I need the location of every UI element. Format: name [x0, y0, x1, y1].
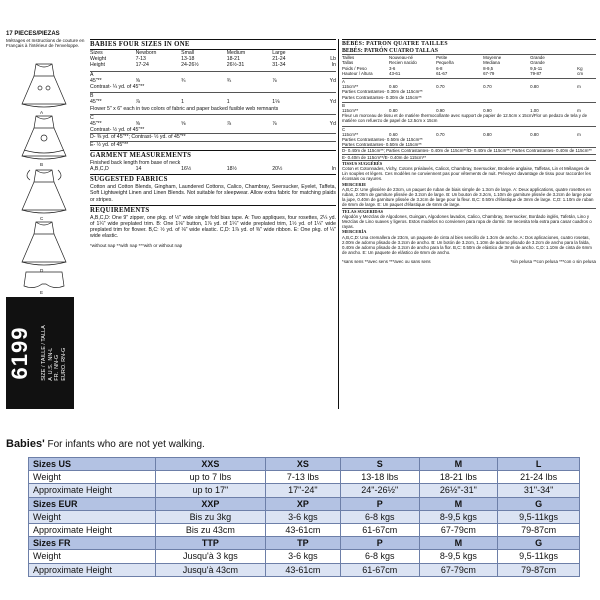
- fr-view-b-note: Fleur un morceau de tissu et de matière thermocollante avec support de papier de 12.5cm x 15cm/Flor un pedazo de tela y de matière con refuerzo de papel de 12.5cm x 15cm: [342, 113, 588, 124]
- fr-view-c-contrast: Parties Contrastantes- 0.50m de 115cm**: [342, 137, 423, 143]
- garment-views: A,B,C,D: [90, 166, 109, 173]
- yardage: ⅝: [181, 121, 186, 128]
- size-chart-header-row: [29, 458, 580, 471]
- weight-value: 13-18: [181, 56, 195, 63]
- fr-metrage: 0.80: [389, 108, 398, 114]
- size-chart-cell: 8-9,5 kgs: [419, 550, 498, 563]
- garment-note: Finished back length from base of neck: [90, 159, 181, 166]
- fr-header-cell: 8-9,5: [483, 65, 494, 71]
- fr-header-cell: Tallas: [342, 60, 354, 66]
- es-view-c-contrast: Partes Contrastantes- 0.50m de 115cm**: [342, 142, 422, 148]
- size-chart-row-label: Sizes EUR: [29, 497, 156, 510]
- view-label-e: E: [40, 290, 44, 295]
- yardage: 1: [181, 99, 185, 106]
- yardage: ¾: [226, 77, 232, 84]
- weight-value: 7-13: [135, 56, 146, 63]
- fr-view-e-row: E- 0.40m de 115cm**/E- 0.40m de 115cm**: [342, 154, 596, 160]
- height-value: 17-24: [135, 62, 149, 69]
- pattern-number-block: [6, 297, 34, 409]
- size-chart-cell: up to 7 lbs: [156, 471, 266, 484]
- size-chart-cell: M: [419, 458, 498, 471]
- size-chart-cell: 61-67cm: [340, 563, 419, 576]
- fr-header-cell: 3-6: [389, 65, 396, 71]
- weight-unit: Lb: [330, 56, 337, 63]
- size-chart-cell: XP: [265, 497, 340, 510]
- fr-metrage: 0.90: [483, 108, 492, 114]
- size-chart-cell: up to 17": [156, 484, 266, 497]
- spanish-title: BEBÉS: PATRÓN CUATRO TALLAS: [342, 47, 438, 54]
- fr-header-cell: Kg: [577, 65, 583, 71]
- fr-metrage: 0.70: [483, 84, 492, 90]
- garment-length: 20½: [272, 166, 283, 173]
- fr-metrage: 0.70: [436, 84, 445, 90]
- fr-metrage: 0.60: [389, 131, 398, 137]
- yardage: 1: [226, 99, 230, 106]
- size-chart-row-label: Sizes FR: [29, 537, 156, 550]
- size-chart-cell: 79-87cm: [498, 523, 580, 536]
- size-chart-cell: Jusqu'à 3 kgs: [156, 550, 266, 563]
- french-title: BÉBÉS: PATRON QUATRE TAILLES: [342, 39, 596, 48]
- size-chart-cell: 61-67cm: [340, 523, 419, 536]
- fr-metrage: 0.90: [436, 108, 445, 114]
- size-medium: Medium: [226, 50, 246, 56]
- fr-header-cell: 61-67: [436, 70, 448, 76]
- fr-metrage: 0.80: [530, 84, 539, 90]
- garment-title: GARMENT MEASUREMENTS: [90, 150, 336, 160]
- size-chart-cell: Bis zu 3kg: [156, 510, 266, 523]
- size-chart-cell: XS: [265, 458, 340, 471]
- yardage: ⅝: [135, 77, 140, 84]
- fr-header-cell: Tailles: [342, 55, 355, 61]
- fabrics-title: SUGGESTED FABRICS: [90, 174, 336, 184]
- height-value: 24-26½: [181, 62, 199, 69]
- size-chart-cell: 43-61cm: [265, 563, 340, 576]
- requirements-title: REQUIREMENTS: [90, 205, 336, 215]
- fr-header-cell: Mediana: [483, 60, 500, 66]
- size-chart-cell: 26½"-31": [419, 484, 498, 497]
- size-chart-row-label: Weight: [29, 471, 156, 484]
- fr-header-cell: Moyenne: [483, 55, 502, 61]
- size-chart-header-row: [29, 537, 580, 550]
- size-chart-cell: 9,5-11kgs: [498, 510, 580, 523]
- fr-header-cell: 9,5-11: [530, 65, 543, 71]
- view-c-drawing: [22, 170, 66, 213]
- yardage-unit: Yd: [329, 99, 337, 106]
- fr-footnote: *sans sens **avec sens ***avec ou sans sens: [342, 258, 431, 264]
- height-value: 26½-31: [226, 62, 245, 69]
- size-chart-row-label: Approximate Height: [29, 563, 156, 576]
- fr-view-a-label: A: [342, 78, 596, 84]
- fr-header-cell: Hauteur / Altura: [342, 70, 373, 76]
- size-chart-cell: 79-87cm: [498, 563, 580, 576]
- fr-metrage: 115cm**: [342, 108, 359, 114]
- view-label-b: B: [40, 162, 44, 167]
- size-chart-cell: TTP: [156, 537, 266, 550]
- size-chart-title: [6, 438, 205, 450]
- size-chart-row-label: Weight: [29, 550, 156, 563]
- size-chart-cell: 31"-34": [498, 484, 580, 497]
- size-chart-cell: 13-18 lbs: [340, 471, 419, 484]
- fr-fabrics-text: Coton et Cotonnades, Vichy, Cotons préalavés, Calicot, Chambray, Seersucker, Broderie anglaise, Taffetas, Lin et Mélanges de Lin souples et légers. Ces modèles ne conviennent pas pour vêtements de nuit. Prévoyez davantage de tissu pour raccorder les écossais ou rayures.: [342, 166, 591, 182]
- size-chart-cell: G: [498, 537, 580, 550]
- fr-metrage-unit: m: [577, 84, 581, 90]
- pieces-count: 17 PIECES/PIEZAS: [6, 31, 60, 37]
- yardage: ⅞: [135, 99, 140, 106]
- garment-unit: In: [331, 166, 337, 173]
- view-b-label: B: [90, 92, 336, 99]
- size-newborn: Newborn: [135, 50, 157, 56]
- size-chart-cell: 67-79cm: [419, 563, 498, 576]
- view-label-a: A: [40, 110, 44, 115]
- size-chart-cell: 17"-24": [265, 484, 340, 497]
- requirements-text: A,B,C,D: One 9" zipper, one pkg. of ½" wide single fold bias tape. A: Two appliques, four rosettes, 2¼ yd. of 1¼" wide preplated trim. B: One 1⅛" button, 1⅞ yd. of 1¼" wide preplated trim, 1½ yd. of 1¼" wide preplated trim for flower. B,C: ½ yd. of ⅛" wide elastic. C,D: 1⅞ yd. of ⅜" wide ribbon. E: One pkg. of ¼" wide elastic.: [90, 214, 336, 240]
- view-d-drawing: [22, 222, 66, 265]
- yardage: 1⅛: [272, 99, 280, 106]
- size-chart-cell: S: [340, 458, 419, 471]
- height-unit: In: [331, 62, 337, 69]
- size-chart-cell: XXS: [156, 458, 266, 471]
- size-chart-cell: M: [419, 537, 498, 550]
- fr-header-cell: cm: [577, 70, 584, 76]
- size-chart-row: [29, 471, 580, 484]
- view-b-note: Flower 5" x 6" each in two colors of fabric and paper backed fusible web remnants: [90, 105, 279, 112]
- view-b-drawing: [22, 116, 66, 159]
- view-d-row: D- ⅜ yd. of 45"**; Contrast- ½ yd. of 45"**: [90, 133, 336, 140]
- sizes-label: Sizes: [90, 50, 103, 56]
- size-code-block: [34, 297, 74, 409]
- size-chart-cell: 18-21 lbs: [419, 471, 498, 484]
- fr-view-c-label: C: [342, 126, 596, 132]
- weight-value: 21-24: [272, 56, 286, 63]
- fr-header-cell: 67-79: [483, 70, 495, 76]
- yardage-unit: Yd: [329, 77, 337, 84]
- size-chart-cell: 9,5-11kgs: [498, 550, 580, 563]
- size-chart-cell: P: [340, 537, 419, 550]
- garment-length: 14: [135, 166, 142, 173]
- size-chart-cell: 3-6 kgs: [265, 550, 340, 563]
- english-title: BABIES FOUR SIZES IN ONE: [90, 39, 336, 49]
- fr-metrage: 1.00: [530, 108, 539, 114]
- size-large: Large: [272, 50, 286, 56]
- size-small: Small: [181, 50, 195, 56]
- fr-metrage: 0.80: [530, 131, 539, 137]
- size-chart-cell: 6-8 kgs: [340, 550, 419, 563]
- size-chart-cell: 43-61cm: [265, 523, 340, 536]
- fr-view-d-row: D- 0.40m de 115cm**; Parties Contrastantes- 0.40m de 115cm**/D- 0.40m de 115cm**; Partes Contrastantes- 0.40m de 115cm**: [342, 147, 596, 153]
- fr-metrage-unit: m: [577, 108, 581, 114]
- size-chart-cell: XXP: [156, 497, 266, 510]
- fr-metrage: 115cm**: [342, 131, 359, 137]
- garment-length: 18½: [226, 166, 237, 173]
- size-chart-cell: 67-79cm: [419, 523, 498, 536]
- fr-header-cell: 6-8: [436, 65, 443, 71]
- view-e-drawing: [24, 272, 64, 288]
- size-chart-cell: 3-6 kgs: [265, 510, 340, 523]
- size-chart-cell: 21-24 lbs: [498, 471, 580, 484]
- view-label-d: D: [40, 268, 44, 273]
- fr-header-cell: Poids / Peso: [342, 65, 367, 71]
- size-chart-row-label: Weight: [29, 510, 156, 523]
- yardage: ⅞: [272, 121, 277, 128]
- view-c-label: C: [90, 114, 336, 121]
- fabric-width: 45"**: [90, 77, 102, 84]
- view-a-contrast: Contrast- ¼ yd. of 45"**: [90, 84, 145, 91]
- yardage: ⅞: [272, 77, 277, 84]
- es-view-a-contrast: Partes Contrastantes- 0.30m de 115cm**: [342, 94, 422, 100]
- view-a-label: A: [90, 71, 336, 78]
- size-chart-table: [28, 457, 580, 577]
- view-e-row: E- ½ yd. of 45"**: [90, 141, 336, 148]
- size-chart-cell: P: [340, 497, 419, 510]
- size-chart-cell: 6-8 kgs: [340, 510, 419, 523]
- size-chart-cell: Jusqu'à 43cm: [156, 563, 266, 576]
- fr-header-cell: Pequeña: [436, 60, 454, 66]
- size-chart-cell: M: [419, 497, 498, 510]
- fr-metrage: 0.80: [483, 131, 492, 137]
- fr-fabrics-title: TISSUS SUGGÉRÉS: [342, 160, 596, 166]
- size-chart-row-label: Approximate Height: [29, 484, 156, 497]
- size-chart-cell: 8-9,5 kgs: [419, 510, 498, 523]
- fr-header-cell: Grande: [530, 60, 545, 66]
- es-fabrics-title: TELAS SUGERIDAS: [342, 208, 596, 214]
- view-a-drawing: [22, 64, 66, 107]
- es-notions-title: MERCERÍA: [342, 229, 367, 235]
- size-chart-row: [29, 523, 580, 536]
- view-c-contrast: Contrast- ½ yd. of 45"**: [90, 127, 145, 134]
- es-notions-text: A,B,C,D: Una cremallera de 23cm, un paquete de cinta al bies sencillo de 1.3cm de ancho. A: Dos aplicaciones, cuatro rosetas, 2.00m de adorno plisado de 3.2cm de ancho. B: Un botón de 3.2cm, 1.10m de adorno plisado de 3.2cm de ancho para la falda, 0.40m de adorno plisado de 3.2cm de ancho para la flor. B,C: 0.50m de elástico de 3mm de ancho. C,D: 1.10m de cinta de 6mm de ancho. E: Un paquete de elástico de 6mm de ancho.: [342, 234, 592, 256]
- english-panel: [90, 39, 336, 248]
- fr-view-a-contrast: Parties Contrastantes- 0.30m de 115cm**: [342, 89, 423, 95]
- es-fabrics-text: Algodón y Mezclas de Algodones, Guingan, Algodones lavados, Calico, Chambray, Seersucker, Bordado inglés, Tafetán, Lino y Mezclas de Lino suaves y ligeros. Estos modelos no convienen para ropa de dormir. Se necesita tela extra para casar cuadros o rayas.: [342, 213, 592, 230]
- fr-header-cell: 79-87: [530, 70, 542, 76]
- height-label: Height: [90, 62, 105, 69]
- size-chart-cell: L: [498, 458, 580, 471]
- size-chart-title-bold: Babies': [6, 438, 45, 450]
- fr-header-cell: 43-61: [389, 70, 401, 76]
- size-chart-header-row: [29, 497, 580, 510]
- garment-illustrations: [14, 58, 74, 293]
- fr-metrage: 0.70: [436, 131, 445, 137]
- yardage: ¾: [181, 77, 186, 84]
- fabric-width: 45"**: [90, 121, 102, 128]
- size-chart-title-rest: For infants who are not yet walking.: [44, 439, 205, 450]
- view-label-c: C: [40, 216, 44, 221]
- yardage: ⅝: [135, 121, 140, 128]
- size-chart-cell: 7-13 lbs: [265, 471, 340, 484]
- size-chart-row: [29, 550, 580, 563]
- panel-divider: [338, 39, 339, 409]
- size-chart-cell: 24"-26½": [340, 484, 419, 497]
- fr-notions-title: MERCERIE: [342, 181, 367, 187]
- fr-notions-text: A,B,C,D: Une glissière de 23cm, un paquet de ruban de biais simple de 1.3cm de large. A: Deux applications, quatre rosettes en ruban, 2.00m de garniture plissée de 3.2cm de large. B: Un bouton de 3.2cm, 1.10m de garniture plissée de 3.2cm de large pour la jupe, 0.40m de garniture plissée de 3.2cm de large pour la fleur. B,C: 0.50m d'élastique de 3mm de large. C,D: 1.10m de ruban de 6mm de large. E: Un paquet d'élastique de 6mm de large.: [342, 186, 594, 208]
- english-footnote: *without nap **with nap ***with or without nap: [90, 242, 183, 248]
- weight-label: Weight: [90, 56, 107, 63]
- fr-header-cell: Petite: [436, 55, 448, 61]
- size-chart-cell: TP: [265, 537, 340, 550]
- size-chart-cell: G: [498, 497, 580, 510]
- weight-value: 18-21: [226, 56, 240, 63]
- size-chart-row-label: Sizes US: [29, 458, 156, 471]
- yardage: ⅞: [226, 121, 232, 128]
- size-chart-row: [29, 563, 580, 576]
- fr-metrage: 115cm**: [342, 84, 359, 90]
- fr-metrage-unit: m: [577, 131, 581, 137]
- fr-header-cell: Grande: [530, 55, 545, 61]
- intro-text: Métrages et Instructions de couture en Français à l'intérieur de l'enveloppe.: [6, 38, 85, 49]
- fr-header-cell: Recien nacido: [389, 60, 417, 66]
- size-chart-cell: Bis zu 43cm: [156, 523, 266, 536]
- size-chart-row: [29, 484, 580, 497]
- es-footnote: *sin pelusa **con pelusa ***con o sin pelusa: [510, 258, 596, 264]
- fr-view-b-label: B: [342, 102, 596, 108]
- fr-metrage: 0.60: [389, 84, 398, 90]
- size-chart-row-label: Approximate Height: [29, 523, 156, 536]
- yardage-unit: Yd: [329, 121, 337, 128]
- fabrics-text: Cotton and Cotton Blends, Gingham, Laundered Cottons, Calico, Chambray, Seersucker, Eyelet, Taffeta, Soft Lightweight Linen and Linen Blends. Not suitable for sleepwear. Allow extra fabric for matching plaids or stripes.: [90, 184, 336, 203]
- french-panel: [342, 39, 596, 264]
- garment-length: 16½: [181, 166, 192, 173]
- size-chart-row: [29, 510, 580, 523]
- size-code-text: SIZE / TAILLE / TALLA A U.S. NN-L FR. NN-G EURO. RN-G: [41, 325, 67, 381]
- fabric-width: 45"**: [90, 99, 102, 106]
- pattern-number: 6199: [7, 326, 32, 380]
- fr-header-cell: Nouveau-né: [389, 55, 413, 61]
- height-value: 31-34: [272, 62, 286, 69]
